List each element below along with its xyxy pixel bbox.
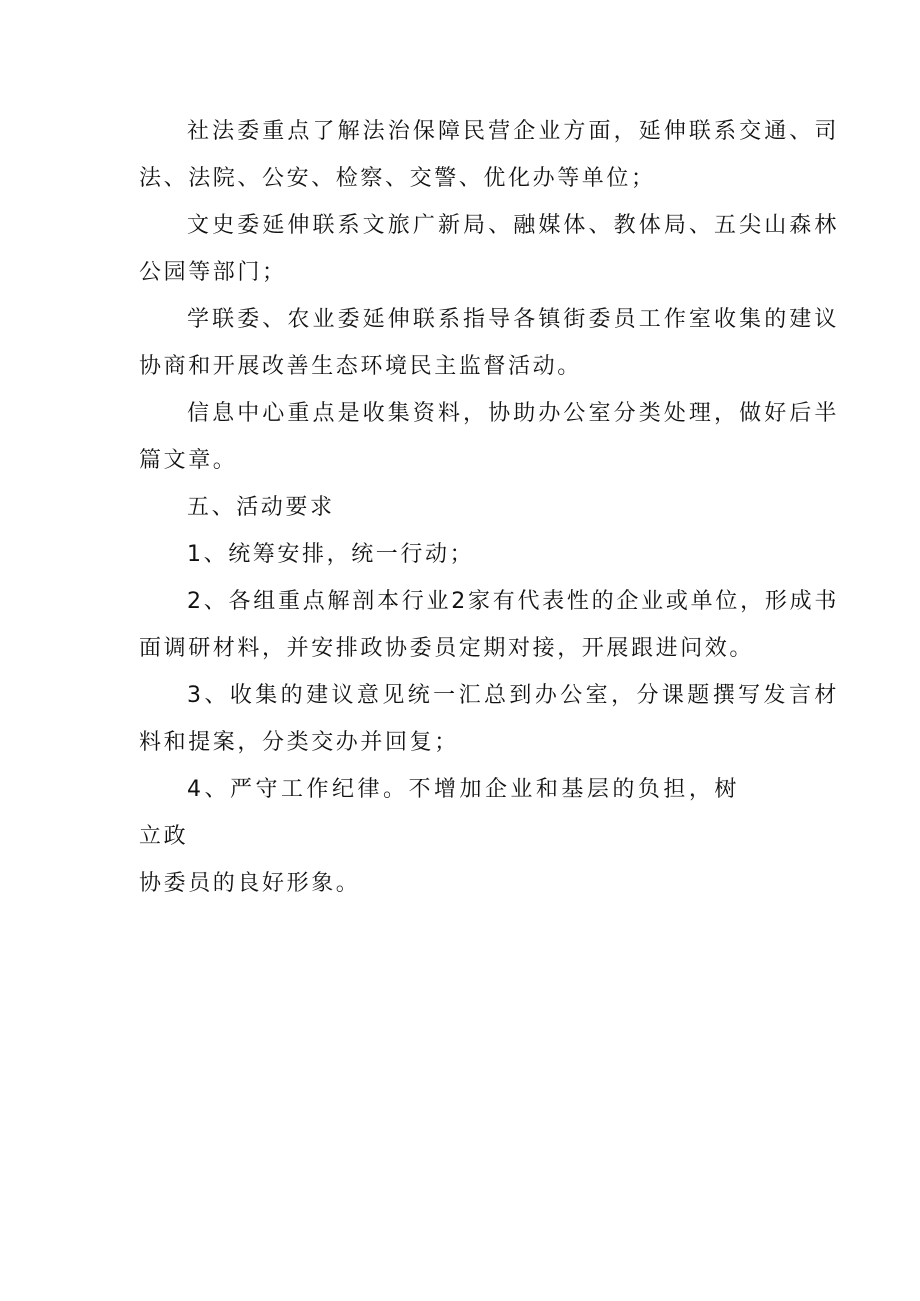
paragraph-learning-agriculture-committee: 学联委、农业委延伸联系指导各镇街委员工作室收集的建议协商和开展改善生态环境民主监督活动。 (139, 307, 839, 379)
document-body (139, 108, 839, 907)
requirement-item-1: 1、统筹安排，统一行动； (187, 542, 475, 567)
requirement-item-2: 2、各组重点解剖本行业2家有代表性的企业或单位，形成书面调研材料，并安排政协委员定期对接，开展跟进问效。 (139, 589, 839, 661)
requirement-item-4-continuation: 协委员的良好形象。 (139, 871, 361, 896)
section-heading-activity-requirements: 五、活动要求 (187, 495, 335, 520)
paragraph-culture-history-committee: 文史委延伸联系文旅广新局、融媒体、教体局、五尖山森林公园等部门； (139, 213, 839, 285)
requirement-item-3: 3、收集的建议意见统一汇总到办公室，分课题撰写发言材料和提案，分类交办并回复； (139, 683, 839, 755)
paragraph-information-center: 信息中心重点是收集资料，协助办公室分类处理，做好后半篇文章。 (139, 401, 839, 473)
requirement-item-4: 4、严守工作纪律。不增加企业和基层的负担，树立政 (139, 777, 739, 849)
paragraph-social-law-committee: 社法委重点了解法治保障民营企业方面，延伸联系交通、司法、法院、公安、检察、交警、优化办等单位； (139, 119, 839, 191)
